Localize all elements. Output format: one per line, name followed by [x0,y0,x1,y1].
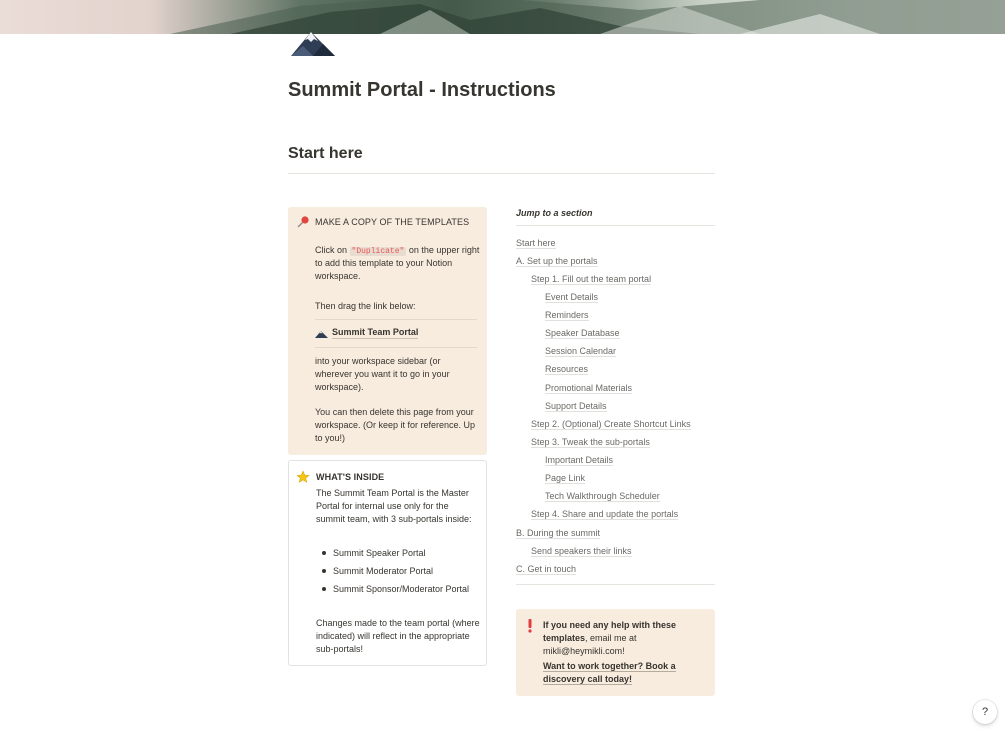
sub-portal-list [316,547,469,601]
inside-callout-heading: WHAT'S INSIDE [316,472,385,482]
help-text: templates, email me at [543,633,637,643]
copy-templates-callout [288,207,487,455]
copy-callout-paragraph: Click on "Duplicate" on the upper right [315,245,480,256]
list-item: Summit Sponsor/Moderator Portal [316,583,469,601]
toc-title: Jump to a section [516,208,593,218]
copy-callout-text: workspace. (Or keep it for reference. Up [315,420,476,430]
inside-callout-text: Changes made to the team portal (where [316,618,480,628]
copy-callout-text: You can then delete this page from your [315,407,474,417]
toc-item[interactable]: Important Details [545,455,614,465]
mountain-icon [315,329,328,339]
toc-item[interactable]: Start here [516,238,556,248]
heading-divider [288,173,715,174]
pushpin-icon [296,215,310,232]
copy-callout-text: Then drag the link below: [315,301,416,311]
toc-item[interactable]: A. Set up the portals [516,256,598,266]
toc-item[interactable]: Promotional Materials [545,383,633,393]
section-heading-start-here: Start here [288,145,363,162]
copy-callout-text: to add this template to your Notion [315,258,453,268]
inside-callout-text: Portal for internal use only for the [316,501,449,511]
toc-item[interactable]: Speaker Database [545,328,620,338]
inside-callout-text: indicated) will reflect in the appropriate [316,631,470,641]
toc-item[interactable]: Step 3. Tweak the sub-portals [531,437,650,447]
page-title[interactable]: Summit Portal - Instructions [288,79,556,101]
copy-callout-heading: MAKE A COPY OF THE TEMPLATES [315,217,470,227]
summit-team-portal-link-label[interactable]: Summit Team Portal [332,327,419,337]
toc-item[interactable]: Tech Walkthrough Scheduler [545,491,660,501]
book-call-link[interactable]: Want to work together? Book a [543,661,676,671]
copy-callout-text: wherever you want it to go in your [315,369,450,379]
duplicate-code: "Duplicate" [351,247,405,256]
toc-item[interactable]: Page Link [545,473,586,483]
whats-inside-callout [288,460,487,666]
inside-callout-text: sub-portals! [316,644,364,654]
toc-item[interactable]: Support Details [545,401,607,411]
help-text: If you need any help with these [543,620,677,630]
list-item: Summit Moderator Portal [316,565,469,583]
toc-top-divider [516,225,715,226]
inside-callout-text: The Summit Team Portal is the Master [316,488,469,498]
list-item: Summit Speaker Portal [316,547,469,565]
toc-bottom-divider [516,584,715,585]
copy-callout-text: workspace). [315,382,364,392]
summit-team-portal-link[interactable] [315,319,477,348]
toc-item[interactable]: B. During the summit [516,528,601,538]
toc-item[interactable]: Step 4. Share and update the portals [531,509,679,519]
toc-item[interactable]: Step 1. Fill out the team portal [531,274,652,284]
toc-item[interactable]: Reminders [545,310,589,320]
copy-callout-text: to you!) [315,433,346,443]
inside-callout-text: summit team, with 3 sub-portals inside: [316,514,472,524]
toc-item[interactable]: Session Calendar [545,346,617,356]
copy-callout-text: workspace. [315,271,361,281]
toc-item[interactable]: Event Details [545,292,599,302]
help-button[interactable]: ? [973,700,997,724]
toc-item[interactable]: Send speakers their links [531,546,632,556]
help-callout [516,609,715,696]
email-text: mikli@heymikli.com! [543,646,625,656]
book-call-link[interactable]: discovery call today! [543,674,633,684]
toc-item[interactable]: Step 2. (Optional) Create Shortcut Links [531,419,691,429]
cover-image [0,0,1005,34]
exclamation-icon [526,619,534,636]
toc-item[interactable]: Resources [545,364,589,374]
copy-callout-text: into your workspace sidebar (or [315,356,441,366]
star-icon [296,470,310,487]
mountain-icon[interactable] [289,28,337,60]
toc-item[interactable]: C. Get in touch [516,564,577,574]
